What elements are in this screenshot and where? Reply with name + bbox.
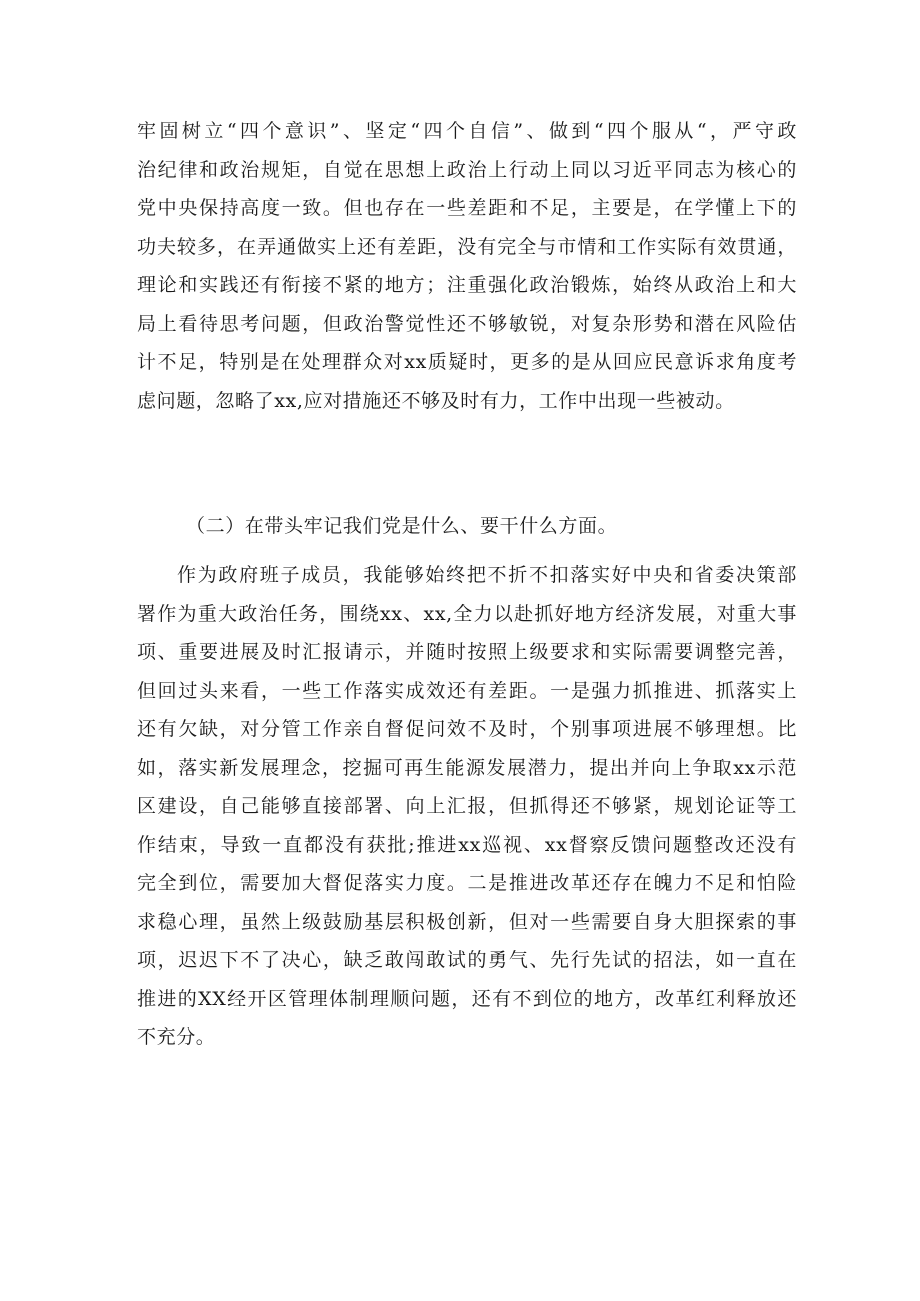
paragraph-line: 牢固树立“四个意识”、坚定“四个自信”、做到“四个服从“，严守政 [137, 120, 797, 142]
paragraph-line: 完全到位，需要加大督促落实力度。二是推进改革还存在魄力不足和怕险 [137, 872, 797, 894]
paragraph-line: 求稳心理，虽然上级鼓励基层积极创新，但对一些需要自身大胆探索的事 [137, 910, 797, 933]
paragraph-line: 如，落实新发展理念，挖掘可再生能源发展潜力，提出并向上争取xx示范 [137, 756, 797, 779]
paragraph-line: 计不足，特别是在处理群众对xx质疑时，更多的是从回应民意诉求角度考 [137, 351, 797, 373]
paragraph-line: 项，迟迟下不了决心，缺乏敢闯敢试的勇气、先行先试的招法，如一直在 [137, 949, 797, 971]
paragraph-line: 推进的XX经开区管理体制理顺问题，还有不到位的地方，改革红利释放还 [137, 987, 797, 1010]
paragraph-line: 党中央保持高度一致。但也存在一些差距和不足，主要是，在学懂上下的 [137, 197, 797, 219]
paragraph-line: 署作为重大政治任务，围绕xx、xx,全力以赴抓好地方经济发展，对重大事 [137, 602, 797, 625]
paragraph-line: 治纪律和政治规矩，自觉在思想上政治上行动上同以习近平同志为核心的 [137, 158, 797, 181]
paragraph-line: 区建设，自己能够直接部署、向上汇报，但抓得还不够紧，规划论证等工 [137, 795, 797, 817]
paragraph-political-awareness [137, 112, 797, 420]
paragraph-line: 项、重要进展及时汇报请示，并随时按照上级要求和实际需要调整完善， [137, 641, 797, 663]
paragraph-line: 虑问题，忽略了xx,应对措施还不够及时有力，工作中出现一些被动。 [137, 389, 735, 412]
paragraph-line: 作为政府班子成员，我能够始终把不折不扣落实好中央和省委决策部 [177, 564, 797, 586]
paragraph-line: 理论和实践还有衔接不紧的地方；注重强化政治锻炼，始终从政治上和大 [137, 274, 797, 296]
paragraph-line: 功夫较多，在弄通做实上还有差距，没有完全与市情和工作实际有效贯通， [137, 235, 797, 258]
section-heading-text: （二）在带头牢记我们党是什么、要干什么方面。 [186, 515, 618, 537]
paragraph-line: 还有欠缺，对分管工作亲自督促问效不及时，个别事项进展不够理想。比 [137, 718, 797, 740]
paragraph-party-mission [137, 556, 797, 1057]
section-heading-2 [186, 507, 846, 546]
paragraph-line: 不充分。 [137, 1026, 216, 1048]
paragraph-line: 但回过头来看，一些工作落实成效还有差距。一是强力抓推进、抓落实上 [137, 679, 797, 702]
paragraph-line: 局上看待思考问题，但政治警觉性还不够敏锐，对复杂形势和潜在风险估 [137, 312, 797, 335]
paragraph-line: 作结束，导致一直都没有获批;推进xx巡视、xx督察反馈问题整改还没有 [137, 833, 797, 856]
